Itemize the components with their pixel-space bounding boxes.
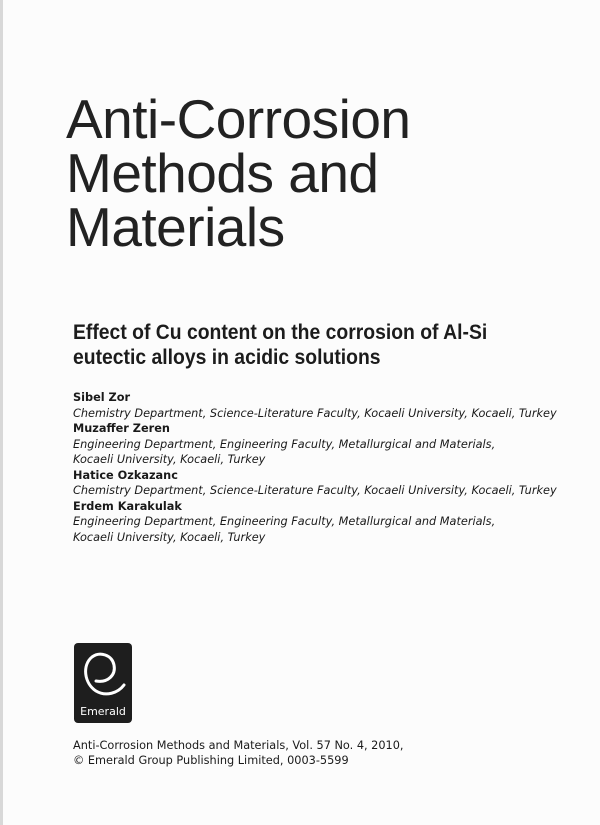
scan-edge	[0, 0, 3, 825]
emerald-logo	[74, 643, 132, 723]
article-title-line: eutectic alloys in acidic solutions	[73, 345, 381, 369]
journal-title-line: Anti-Corrosion	[66, 88, 411, 150]
author-affiliation: Chemistry Department, Science-Literature Faculty, Kocaeli University, Kocaeli, Turkey	[73, 406, 557, 420]
emerald-spiral-icon	[74, 643, 132, 705]
article-title	[73, 320, 487, 370]
journal-title	[66, 88, 411, 258]
author-affiliation: Kocaeli University, Kocaeli, Turkey	[73, 530, 266, 544]
author-affiliation: Chemistry Department, Science-Literature Faculty, Kocaeli University, Kocaeli, Turkey	[73, 484, 557, 497]
author-affiliation: Kocaeli University, Kocaeli, Turkey	[73, 453, 266, 466]
author-list	[73, 390, 557, 545]
author-affiliation: Engineering Department, Engineering Faculty, Metallurgical and Materials,	[73, 437, 496, 451]
citation	[73, 738, 404, 768]
citation-line: Anti-Corrosion Methods and Materials, Vol. 57 No. 4, 2010,	[73, 739, 404, 752]
author-name: Hatice Ozkazanc	[73, 468, 178, 482]
article-title-line: Effect of Cu content on the corrosion of Al-Si	[73, 320, 488, 344]
logo-text: Emerald	[80, 705, 126, 718]
author-name: Muzaffer Zeren	[73, 422, 170, 435]
author-affiliation: Engineering Department, Engineering Faculty, Metallurgical and Materials,	[73, 515, 496, 528]
citation-line: © Emerald Group Publishing Limited, 0003-5599	[73, 754, 349, 767]
author-name: Sibel Zor	[73, 391, 131, 404]
author-name: Erdem Karakulak	[73, 499, 182, 513]
journal-title-line: Methods and	[66, 142, 379, 204]
journal-title-line: Materials	[66, 196, 285, 258]
